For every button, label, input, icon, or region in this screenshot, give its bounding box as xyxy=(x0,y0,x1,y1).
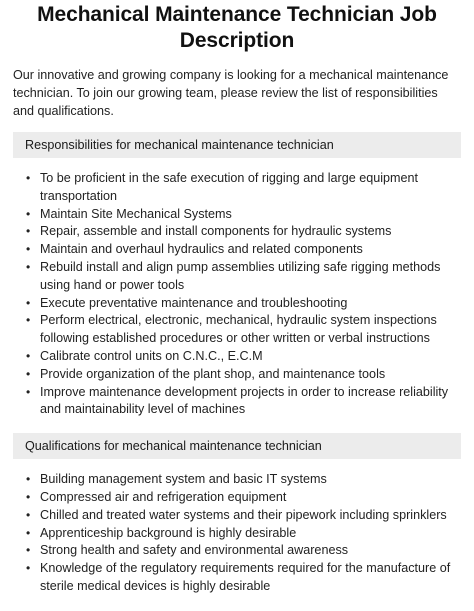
bullet-icon: • xyxy=(26,472,31,487)
bullet-icon: • xyxy=(26,171,31,185)
qualifications-list xyxy=(0,471,474,596)
page-title: Mechanical Maintenance Technician Job Description xyxy=(37,3,437,52)
list-item xyxy=(26,489,460,507)
bullet-icon: • xyxy=(26,295,31,310)
list-item-text: Chilled and treated water systems and their pipework including sprinklers xyxy=(40,507,447,522)
list-item xyxy=(26,348,460,366)
list-item-text: Maintain and overhaul hydraulics and related components xyxy=(40,242,363,257)
list-item xyxy=(26,507,460,525)
list-item-text: Maintain Site Mechanical Systems xyxy=(40,206,232,221)
bullet-icon: • xyxy=(26,348,31,363)
list-item-text: Repair, assemble and install components for hydraulic systems xyxy=(40,224,392,239)
list-item-text: Compressed air and refrigeration equipment xyxy=(40,489,287,504)
list-item xyxy=(26,241,460,259)
qualifications-heading: Qualifications for mechanical maintenance technician xyxy=(13,433,461,459)
list-item xyxy=(26,542,460,560)
list-item xyxy=(26,206,460,224)
list-item-text: Building management system and basic IT systems xyxy=(40,472,327,487)
intro-paragraph: Our innovative and growing company is looking for a mechanical maintenance technician. To join our growing team, please review the list of responsibilities and qualifications. xyxy=(13,68,449,118)
bullet-icon: • xyxy=(26,366,31,381)
list-item xyxy=(26,366,460,384)
list-item-text: Strong health and safety and environmental awareness xyxy=(40,543,349,558)
bullet-icon: • xyxy=(26,561,31,576)
list-item xyxy=(26,312,460,348)
bullet-icon: • xyxy=(26,489,31,504)
list-item-text: Provide organization of the plant shop, and maintenance tools xyxy=(40,366,386,381)
bullet-icon: • xyxy=(26,525,31,540)
list-item-text: To be proficient in the safe execution of rigging and large equipment transportation xyxy=(40,171,419,203)
list-item xyxy=(26,384,460,420)
list-item xyxy=(26,471,460,489)
bullet-icon: • xyxy=(26,507,31,522)
list-item xyxy=(26,560,460,596)
list-item xyxy=(26,259,460,295)
list-item xyxy=(26,170,460,206)
bullet-icon: • xyxy=(26,543,31,558)
bullet-icon: • xyxy=(26,313,31,328)
bullet-icon: • xyxy=(26,259,31,274)
responsibilities-list xyxy=(0,170,474,419)
list-item-text: Perform electrical, electronic, mechanical, hydraulic system inspections following established procedures or other written or verbal instructions xyxy=(40,313,437,346)
list-item xyxy=(26,223,460,241)
bullet-icon: • xyxy=(26,206,31,221)
list-item-text: Calibrate control units on C.N.C., E.C.M xyxy=(40,348,263,363)
list-item-text: Improve maintenance development projects in order to increase reliability and maintainability level of machines xyxy=(40,384,449,417)
list-item-text: Apprenticeship background is highly desirable xyxy=(40,525,297,540)
list-item-text: Rebuild install and align pump assemblies utilizing safe rigging methods using hand or power tools xyxy=(40,259,441,292)
list-item-text: Execute preventative maintenance and troubleshooting xyxy=(40,295,348,310)
responsibilities-heading: Responsibilities for mechanical maintenance technician xyxy=(13,132,461,158)
bullet-icon: • xyxy=(26,384,31,399)
bullet-icon: • xyxy=(26,224,31,239)
list-item xyxy=(26,525,460,543)
list-item-text: Knowledge of the regulatory requirements required for the manufacture of sterile medical devices is highly desirable xyxy=(40,561,451,593)
bullet-icon: • xyxy=(26,242,31,257)
list-item xyxy=(26,295,460,313)
